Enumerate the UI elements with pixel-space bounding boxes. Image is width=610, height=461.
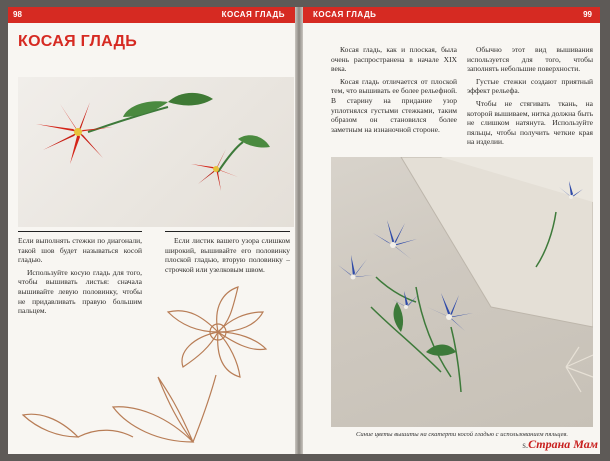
- left-col1-paragraph: Используйте косую гладь для того, чтобы вышивать листья: сначала вышивайте левую половинку, чтобы не придавливать правую большим пальцем.: [18, 267, 142, 316]
- photo-caption: Синие цветы вышиты на скатерти косой гладью с использованием пяльцев.: [356, 431, 568, 438]
- watermark-brand: Страна Мам: [528, 437, 598, 451]
- left-text-column-2: [165, 236, 290, 277]
- flower-pattern-drawing: [18, 277, 288, 455]
- right-text-column-2: [467, 45, 593, 150]
- rule-left-col2: [165, 231, 290, 232]
- poinsettia-photo: [18, 77, 294, 227]
- left-header-bar: [8, 7, 295, 23]
- right-col2-paragraph: Обычно этот вид вышивания используется для того, чтобы заполнять небольшие поверхности.: [467, 45, 593, 74]
- left-col2-paragraph: Если листик вашего узора слишком широкий, вышивайте его половинку плоской гладью, вторую половинку – строчкой или узелковым швом.: [165, 236, 290, 274]
- watermark-domain: s.: [522, 440, 529, 450]
- tablecloth-photo: [331, 157, 593, 427]
- watermark: [522, 437, 598, 452]
- right-header-bar: [303, 7, 600, 23]
- page-title: КОСАЯ ГЛАДЬ: [18, 33, 138, 50]
- right-col1-paragraph: Косая гладь отличается от плоской тем, что вышивать ее более рельефной. В старину на придание узор уплотнялся густыми стежками, таким образом он становился более заметным на изнаночной стороне.: [331, 76, 457, 134]
- right-page: [303, 7, 600, 454]
- left-col1-paragraph: Если выполнять стежки по диагонали, такой шов будет называться косой гладью.: [18, 236, 142, 265]
- right-page-number: 99: [583, 10, 592, 19]
- left-page: [8, 7, 295, 454]
- right-col1-paragraph: Косая гладь, как и плоская, была очень распространена в начале XIX века.: [331, 45, 457, 74]
- rule-left-col1: [18, 231, 142, 232]
- left-page-number: 98: [13, 10, 22, 19]
- right-col2-paragraph: Густые стежки создают приятный эффект рельефа.: [467, 76, 593, 96]
- left-header-title: КОСАЯ ГЛАДЬ: [221, 10, 285, 19]
- book-spine: [295, 7, 303, 454]
- right-text-column-1: [331, 45, 457, 137]
- right-col2-paragraph: Чтобы не стягивать ткань, на которой вышиваем, нитка должна быть не слишком натянута. Используйте пяльцы, чтобы получить четкие края на изделии.: [467, 98, 593, 147]
- right-header-title: КОСАЯ ГЛАДЬ: [313, 10, 377, 19]
